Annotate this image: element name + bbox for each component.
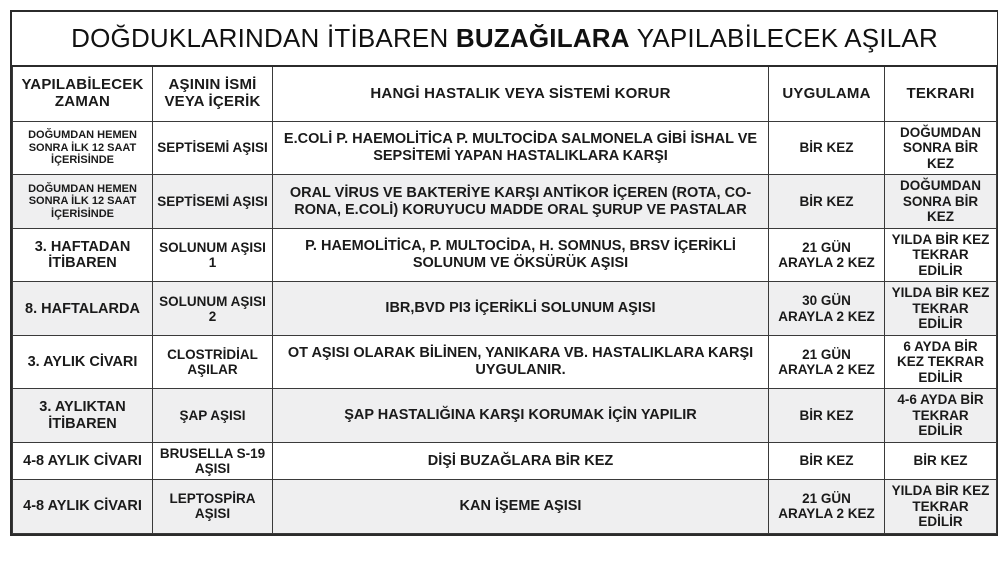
cell-application: 30 GÜN ARAYLA 2 KEZ — [769, 282, 885, 336]
cell-repeat: YILDA BİR KEZ TEKRAR EDİLİR — [885, 228, 997, 282]
cell-when: 3. AYLIK CİVARI — [13, 335, 153, 389]
vaccination-table-container — [10, 10, 998, 536]
cell-repeat: DOĞUMDAN SONRA BİR KEZ — [885, 121, 997, 175]
cell-application: BİR KEZ — [769, 389, 885, 443]
column-header-description: HANGİ HASTALIK VEYA SİSTEMİ KORUR — [273, 66, 769, 121]
cell-when: DOĞUMDAN HEMEN SONRA İLK 12 SAAT İÇERİSİNDE — [13, 175, 153, 229]
cell-application: BİR KEZ — [769, 442, 885, 479]
cell-application: BİR KEZ — [769, 121, 885, 175]
cell-description: OT AŞISI OLARAK BİLİNEN, YANIKARA VB. HASTALIKLARA KARŞI UYGULANIR. — [273, 335, 769, 389]
cell-application: 21 GÜN ARAYLA 2 KEZ — [769, 228, 885, 282]
column-header-repeat: TEKRARI — [885, 66, 997, 121]
title-row — [13, 12, 997, 66]
cell-description: E.COLİ P. HAEMOLİTİCA P. MULTOCİDA SALMONELA GİBİ İSHAL VE SEPSİTEMİ YAPAN HASTALIKLARA KARŞI — [273, 121, 769, 175]
table-row — [13, 282, 997, 336]
cell-description: P. HAEMOLİTİCA, P. MULTOCİDA, H. SOMNUS, BRSV İÇERİKLİ SOLUNUM VE ÖKSÜRÜK AŞISI — [273, 228, 769, 282]
cell-when: DOĞUMDAN HEMEN SONRA İLK 12 SAAT İÇERİSİNDE — [13, 121, 153, 175]
cell-vaccine-name: SOLUNUM AŞISI 1 — [153, 228, 273, 282]
cell-vaccine-name: SEPTİSEMİ AŞISI — [153, 175, 273, 229]
table-row — [13, 335, 997, 389]
cell-vaccine-name: ŞAP AŞISI — [153, 389, 273, 443]
cell-repeat: BİR KEZ — [885, 442, 997, 479]
cell-repeat: 4-6 AYDA BİR TEKRAR EDİLİR — [885, 389, 997, 443]
title-part-2: YAPILABİLECEK AŞILAR — [629, 23, 938, 53]
table-row — [13, 121, 997, 175]
table-row — [13, 389, 997, 443]
column-header-application: UYGULAMA — [769, 66, 885, 121]
column-header-when-line1: YAPILABİLECEK — [21, 76, 144, 94]
page-title — [13, 12, 997, 66]
cell-vaccine-name: CLOSTRİDİAL AŞILAR — [153, 335, 273, 389]
column-header-name — [153, 66, 273, 121]
cell-vaccine-name: LEPTOSPİRA AŞISI — [153, 480, 273, 534]
cell-application: 21 GÜN ARAYLA 2 KEZ — [769, 480, 885, 534]
table-head — [13, 12, 997, 121]
title-part-1: DOĞDUKLARINDAN İTİBAREN — [71, 23, 456, 53]
cell-description: ŞAP HASTALIĞINA KARŞI KORUMAK İÇİN YAPILIR — [273, 389, 769, 443]
column-header-name-line2: VEYA İÇERİK — [164, 92, 261, 110]
cell-repeat: YILDA BİR KEZ TEKRAR EDİLİR — [885, 282, 997, 336]
table-body — [13, 121, 997, 533]
cell-application: 21 GÜN ARAYLA 2 KEZ — [769, 335, 885, 389]
cell-description: ORAL VİRUS VE BAKTERİYE KARŞI ANTİKOR İÇEREN (ROTA, CO-RONA, E.COLİ) KORUYUCU MADDE ORAL ŞURUP VE PASTALAR — [273, 175, 769, 229]
cell-description: DİŞİ BUZAĞLARA BİR KEZ — [273, 442, 769, 479]
table-row — [13, 442, 997, 479]
header-row — [13, 66, 997, 121]
cell-vaccine-name: SOLUNUM AŞISI 2 — [153, 282, 273, 336]
cell-description: KAN İŞEME AŞISI — [273, 480, 769, 534]
table-row — [13, 228, 997, 282]
cell-description: IBR,BVD PI3 İÇERİKLİ SOLUNUM AŞISI — [273, 282, 769, 336]
column-header-name-line1: AŞININ İSMİ — [168, 76, 257, 94]
cell-repeat: YILDA BİR KEZ TEKRAR EDİLİR — [885, 480, 997, 534]
cell-when: 4-8 AYLIK CİVARI — [13, 442, 153, 479]
cell-vaccine-name: BRUSELLA S-19 AŞISI — [153, 442, 273, 479]
cell-when: 3. AYLIKTAN İTİBAREN — [13, 389, 153, 443]
column-header-when-line2: ZAMAN — [54, 92, 111, 110]
cell-when: 4-8 AYLIK CİVARI — [13, 480, 153, 534]
cell-when: 3. HAFTADAN İTİBAREN — [13, 228, 153, 282]
cell-when: 8. HAFTALARDA — [13, 282, 153, 336]
cell-vaccine-name: SEPTİSEMİ AŞISI — [153, 121, 273, 175]
table-row — [13, 480, 997, 534]
column-header-when — [13, 66, 153, 121]
table-row — [13, 175, 997, 229]
cell-application: BİR KEZ — [769, 175, 885, 229]
vaccination-table — [12, 12, 997, 534]
cell-repeat: DOĞUMDAN SONRA BİR KEZ — [885, 175, 997, 229]
cell-repeat: 6 AYDA BİR KEZ TEKRAR EDİLİR — [885, 335, 997, 389]
title-highlight: BUZAĞILARA — [455, 23, 630, 53]
